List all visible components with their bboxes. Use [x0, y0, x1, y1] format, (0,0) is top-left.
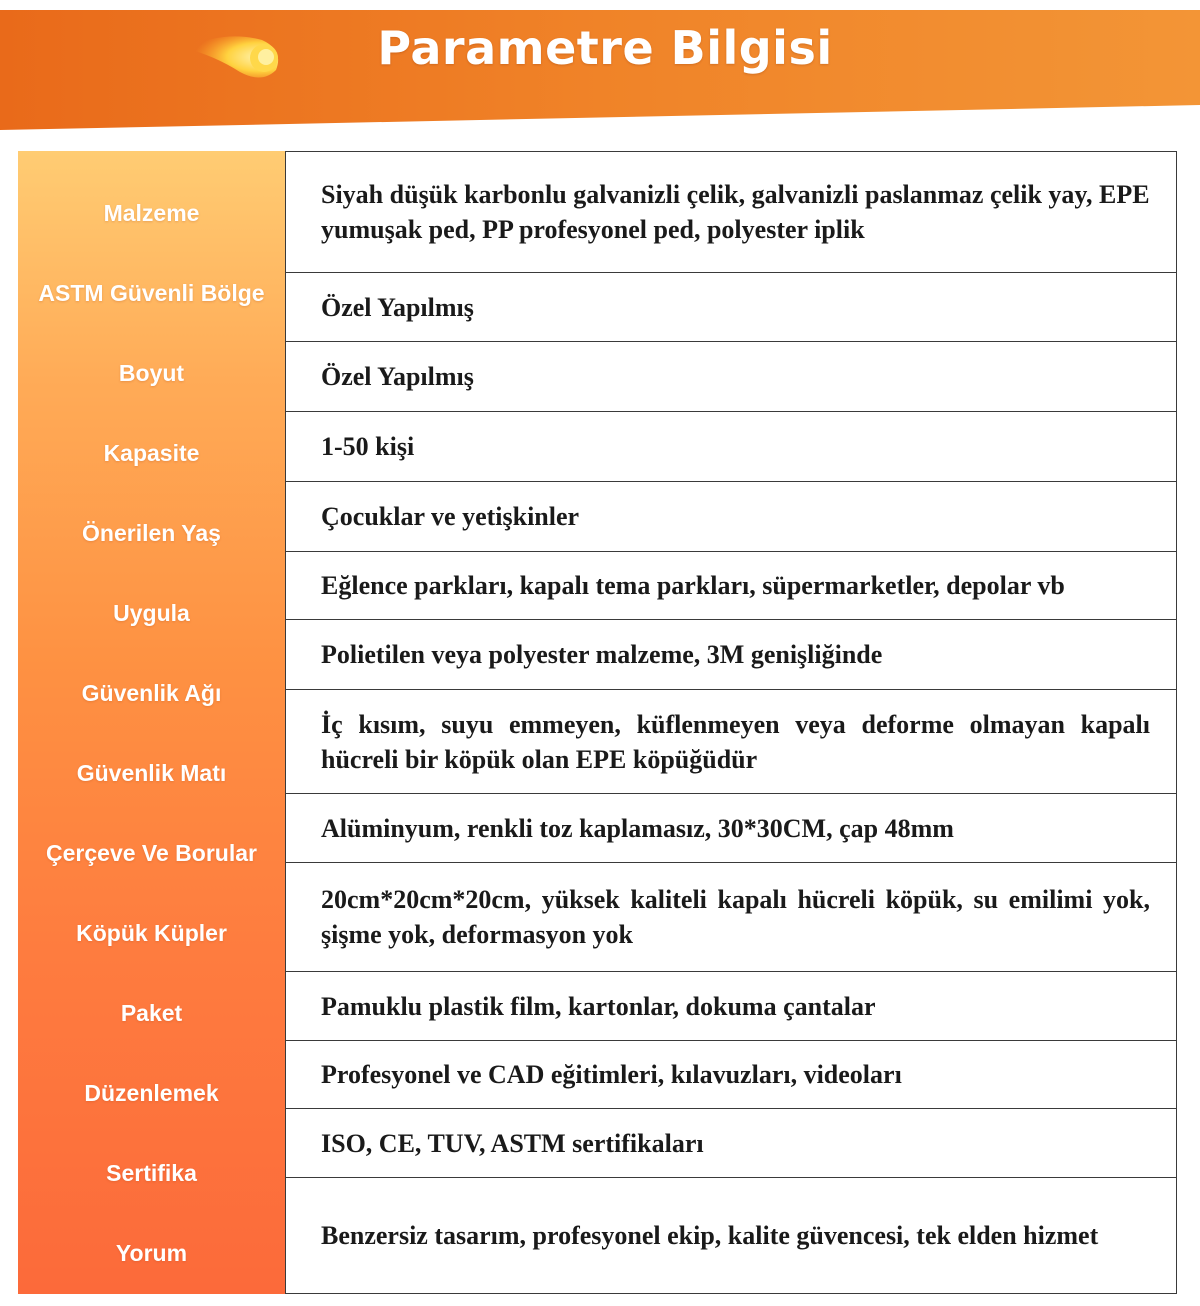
param-value: ISO, CE, TUV, ASTM sertifikaları: [321, 1128, 704, 1158]
param-value: Benzersiz tasarım, profesyonel ekip, kalite güvencesi, tek elden hizmet: [321, 1221, 1099, 1250]
param-label: Kapasite: [103, 440, 200, 466]
param-value: Özel Yapılmış: [321, 292, 474, 322]
table-row: [286, 690, 1176, 794]
param-label: Yorum: [115, 1240, 188, 1266]
table-row: [286, 794, 1176, 863]
table-row: [286, 552, 1176, 620]
param-label: Düzenlemek: [84, 1080, 219, 1106]
param-label: Paket: [120, 1000, 183, 1026]
param-value: 20cm*20cm*20cm, yüksek kaliteli kapalı hücreli köpük, su emilimi yok, şişme yok, deformasyon yok: [321, 885, 1150, 949]
param-label: Çerçeve Ve Borular: [46, 840, 257, 866]
table-row: [286, 1178, 1176, 1293]
table-row: [286, 972, 1176, 1041]
param-value: Eğlence parkları, kapalı tema parkları, süpermarketler, depolar vb: [321, 571, 1065, 600]
table-row: [286, 482, 1176, 552]
param-label: Güvenlik Ağı: [81, 680, 222, 706]
param-label: ASTM Güvenli Bölge: [38, 280, 265, 306]
table-row: [286, 1109, 1176, 1178]
table-row: [286, 273, 1176, 342]
param-label: Güvenlik Matı: [76, 760, 227, 786]
param-label: Sertifika: [106, 1160, 197, 1186]
param-value: İç kısım, suyu emmeyen, küflenmeyen veya deforme olmayan kapalı hücreli bir köpük olan EPE köpüğüdür: [321, 709, 1150, 774]
page-title: Parametre Bilgisi: [377, 21, 833, 75]
param-value: Polietilen veya polyester malzeme, 3M genişliğinde: [321, 640, 883, 669]
param-value: Çocuklar ve yetişkinler: [321, 502, 580, 531]
param-value: Profesyonel ve CAD eğitimleri, kılavuzları, videoları: [321, 1060, 902, 1089]
param-label: Malzeme: [103, 200, 200, 226]
table-row: [286, 342, 1176, 412]
table-row: [286, 620, 1176, 690]
param-value: Pamuklu plastik film, kartonlar, dokuma çantalar: [321, 991, 876, 1021]
parameter-label-column: [18, 151, 285, 1294]
table-row: [286, 863, 1176, 972]
param-label: Köpük Küpler: [76, 920, 227, 946]
param-label: Boyut: [118, 360, 185, 386]
param-label: Uygula: [113, 600, 190, 626]
table-row: [286, 152, 1176, 273]
table-row: [286, 412, 1176, 482]
param-value: 1-50 kişi: [321, 432, 415, 461]
param-value: Alüminyum, renkli toz kaplamasız, 30*30CM, çap 48mm: [321, 813, 954, 843]
table-row: [286, 1041, 1176, 1109]
param-label: Önerilen Yaş: [82, 520, 221, 546]
header-banner: [0, 0, 1200, 140]
parameter-value-table: [285, 151, 1177, 1294]
param-value: Siyah düşük karbonlu galvanizli çelik, galvanizli paslanmaz çelik yay, EPE yumuşak ped, PP profesyonel ped, polyester iplik: [321, 180, 1150, 244]
param-value: Özel Yapılmış: [321, 362, 474, 391]
